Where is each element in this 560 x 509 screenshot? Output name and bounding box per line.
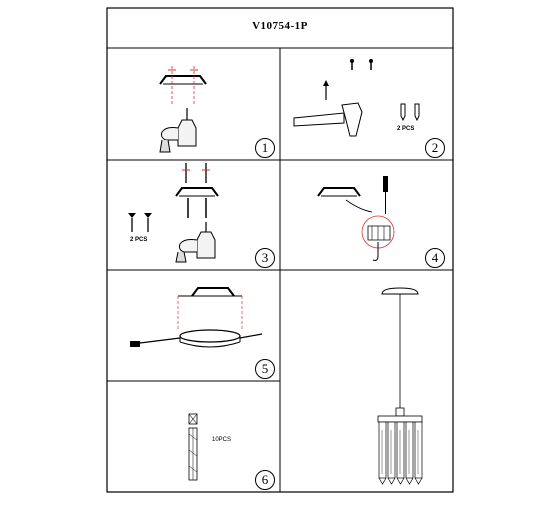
nail-icon [323, 80, 329, 100]
hammer-icon [294, 103, 362, 136]
step-number-4: 4 [425, 248, 445, 268]
step2-illustration [294, 59, 419, 136]
step-number-6: 6 [255, 470, 275, 490]
bracket-icon [160, 76, 206, 84]
hook-icon [373, 242, 378, 261]
step-number-1: 1 [255, 138, 275, 158]
quantity-label-step2: 2 PCS [397, 126, 415, 132]
drill-icon [176, 222, 215, 262]
drill-icon [160, 108, 196, 152]
quantity-label-step6: 10PCS [212, 437, 232, 443]
step3-illustration [128, 163, 218, 262]
model-title: V10754-1P [252, 20, 308, 32]
step-number-2: 2 [425, 138, 445, 158]
crystal-icon [379, 422, 422, 484]
anchor-icon [401, 104, 419, 120]
step-number-5: 5 [255, 359, 275, 379]
screw-icon [128, 213, 152, 232]
step5-illustration [130, 288, 262, 347]
screwdriver-icon [383, 176, 388, 214]
wire-icon [346, 200, 372, 212]
step6-illustration [189, 414, 197, 480]
canopy-icon [180, 330, 240, 342]
quantity-label-step3: 2 PCS [130, 237, 148, 243]
bracket-icon [318, 188, 360, 196]
step4-illustration [318, 176, 394, 261]
step1-illustration [160, 66, 206, 152]
canopy-icon [382, 288, 418, 294]
screw-icon [350, 59, 373, 70]
pendant-lamp-illustration [378, 288, 422, 484]
bracket-icon [192, 288, 234, 296]
terminal-block-icon [368, 226, 390, 240]
bracket-icon [176, 188, 218, 196]
step-number-3: 3 [255, 248, 275, 268]
